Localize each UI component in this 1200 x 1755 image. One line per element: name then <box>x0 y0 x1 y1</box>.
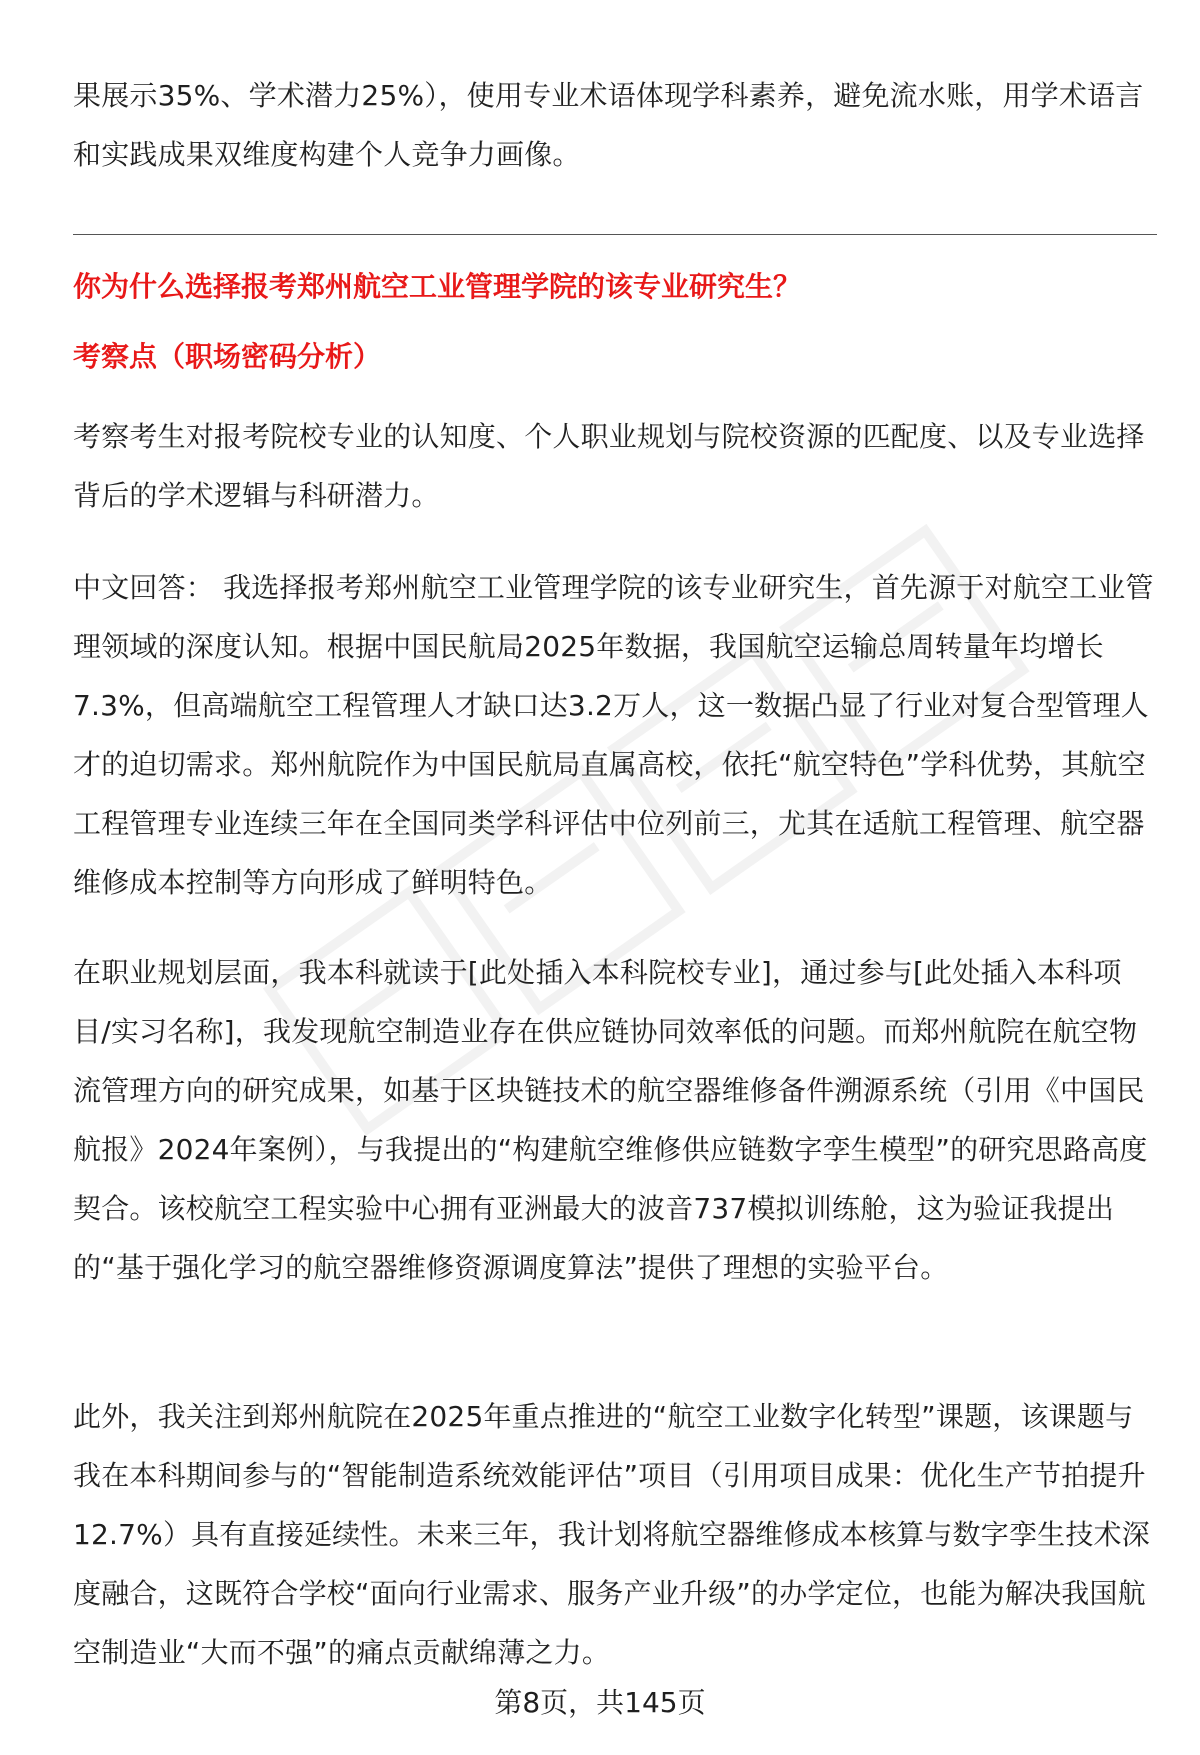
examination-point-heading: 考察点（职场密码分析） <box>73 340 382 373</box>
examination-point-text: 考察考生对报考院校专业的认知度、个人职业规划与院校资源的匹配度、以及专业选择背后的学术逻辑与科研潜力。 <box>73 420 1145 512</box>
further-paragraph: 此外，我关注到郑州航院在2025年重点推进的“航空工业数字化转型”课题，该课题与我在本科期间参与的“智能制造系统效能评估”项目（引用项目成果：优化生产节拍提升12.7%）具有直接延续性。未来三年，我计划将航空器维修成本核算与数字孪生技术深度融合，这既符合学校“面向行业需求、服务产业升级”的办学定位，也能为解决我国航空制造业“大而不强”的痛点贡献绵薄之力。 <box>73 1400 1150 1669</box>
question-heading: 你为什么选择报考郑州航空工业管理学院的该专业研究生？ <box>73 270 802 303</box>
answer-paragraph: 中文回答： 我选择报考郑州航空工业管理学院的该专业研究生，首先源于对航空工业管理领域的深度认知。根据中国民航局2025年数据，我国航空运输总周转量年均增长7.3%，但高端航空工程管理人才缺口达3.2万人，这一数据凸显了行业对复合型管理人才的迫切需求。郑州航院作为中国民航局直属高校，依托“航空特色”学科优势，其航空工程管理专业连续三年在全国同类学科评估中位列前三，尤其在适航工程管理、航空器维修成本控制等方向形成了鲜明特色。 <box>73 571 1154 899</box>
page-indicator: 第8页，共145页 <box>494 1686 706 1719</box>
intro-paragraph: 果展示35%、学术潜力25%），使用专业术语体现学科素养，避免流水账，用学术语言和实践成果双维度构建个人竞争力画像。 <box>73 79 1144 171</box>
section-divider <box>73 234 1157 235</box>
career-paragraph: 在职业规划层面，我本科就读于[此处插入本科院校专业]，通过参与[此处插入本科项目/实习名称]，我发现航空制造业存在供应链协同效率低的问题。而郑州航院在航空物流管理方向的研究成果，如基于区块链技术的航空器维修备件溯源系统（引用《中国民航报》2024年案例），与我提出的“构建航空维修供应链数字孪生模型”的研究思路高度契合。该校航空工程实验中心拥有亚洲最大的波音737模拟训练舱，这为验证我提出的“基于强化学习的航空器维修资源调度算法”提供了理想的实验平台。 <box>73 956 1148 1284</box>
